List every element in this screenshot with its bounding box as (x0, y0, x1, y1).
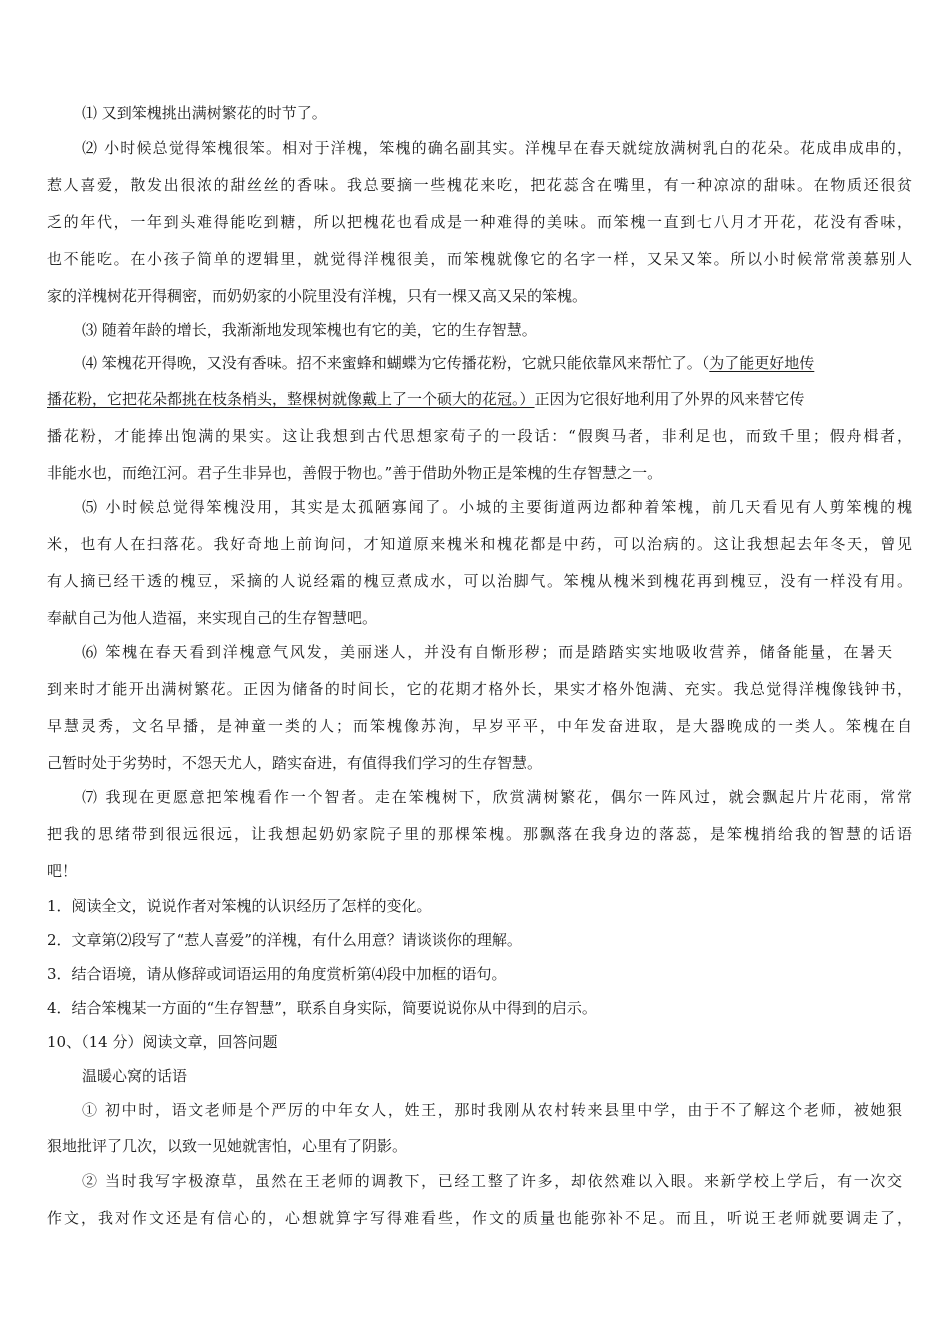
paragraph-3: ⑶ 随着年龄的增长，我渐渐地发现笨槐也有它的美，它的生存智慧。 (82, 321, 537, 339)
paragraph-4-line-3: 播花粉，才能捧出饱满的果实。这让我想到古代思想家荀子的一段话：“假舆马者，非利足也，而致千里；假舟楫者， (47, 427, 912, 445)
section-10-heading: 10、（14 分）阅读文章，回答问题 (47, 1033, 278, 1051)
paragraph-5-line-3: 有人摘已经干透的槐豆，采摘的人说经霜的槐豆煮成水，可以治脚气。笨槐从槐米到槐花再到槐豆，没有一样没有用。 (47, 572, 912, 590)
paragraph-4-text-continued: 正因为它很好地利用了外界的风来替它传 (534, 390, 805, 408)
paragraph-2-line-1: ⑵ 小时候总觉得笨槐很笨。相对于洋槐，笨槐的确名副其实。洋槐早在春天就绽放满树乳白的花朵。花成串成串的， (82, 139, 912, 157)
paragraph-1: ⑴ 又到笨槐挑出满树繁花的时节了。 (82, 104, 327, 122)
paragraph-2-line-5: 家的洋槐树花开得稠密，而奶奶家的小院里没有洋槐，只有一棵又高又呆的笨槐。 (47, 287, 588, 305)
paragraph-4-line-4: 非能水也，而绝江河。君子生非异也，善假于物也。”善于借助外物正是笨槐的生存智慧之一。 (47, 464, 663, 482)
paragraph-2-line-4: 也不能吃。在小孩子简单的逻辑里，就觉得洋槐很美，而笨槐就像它的名字一样，又呆又笨。所以小时候常常羡慕别人 (47, 250, 912, 268)
paragraph-7-line-3: 吧！ (47, 862, 78, 880)
highlighted-sentence-part-2: 播花粉，它把花朵都挑在枝条梢头，整棵树就像戴上了一个硕大的花冠。） (47, 390, 535, 408)
question-1: 1．阅读全文，说说作者对笨槐的认识经历了怎样的变化。 (47, 897, 432, 915)
paragraph-5-line-2: 米，也有人在扫落花。我好奇地上前询问，才知道原来槐米和槐花都是中药，可以治病的。这让我想起去年冬天，曾见 (47, 535, 912, 553)
paragraph-4-line-1 (82, 353, 814, 373)
question-2: 2．文章第⑵段写了“惹人喜爱”的洋槐，有什么用意？请谈谈你的理解。 (47, 931, 522, 949)
paragraph-7-line-1: ⑺ 我现在更愿意把笨槐看作一个智者。走在笨槐树下，欣赏满树繁花，偶尔一阵风过，就会飘起片片花雨，常常 (82, 788, 912, 806)
section-10-paragraph-2-line-2: 作文，我对作文还是有信心的，心想就算字写得难看些，作文的质量也能弥补不足。而且，听说王老师就要调走了， (47, 1209, 912, 1227)
highlighted-sentence-part-1: 为了能更好地传 (709, 354, 815, 372)
paragraph-6-line-3: 早慧灵秀，文名早播，是神童一类的人；而笨槐像苏洵，早岁平平，中年发奋进取，是大器晚成的一类人。笨槐在自 (47, 717, 912, 735)
paragraph-6-line-1: ⑹ 笨槐在春天看到洋槐意气风发，美丽迷人，并没有自惭形秽；而是踏踏实实地吸收营养，储备能量，在暑天 (82, 643, 892, 661)
question-3: 3．结合语境，请从修辞或词语运用的角度赏析第⑷段中加框的语句。 (47, 965, 507, 983)
section-10-paragraph-2-line-1: ② 当时我写字极潦草，虽然在王老师的调教下，已经工整了许多，却依然难以入眼。来新学校上学后，有一次交 (82, 1172, 902, 1190)
section-10-paragraph-1-line-1: ① 初中时，语文老师是个严厉的中年女人，姓王，那时我刚从农村转来县里中学，由于不了解这个老师，被她狠 (82, 1101, 902, 1119)
paragraph-6-line-4: 己暂时处于劣势时，不怨天尤人，踏实奋进，有值得我们学习的生存智慧。 (47, 754, 543, 772)
question-4: 4．结合笨槐某一方面的“生存智慧”，联系自身实际，简要说说你从中得到的启示。 (47, 999, 597, 1017)
section-10-paragraph-1-line-2: 狠地批评了几次，以致一见她就害怕，心里有了阴影。 (47, 1137, 408, 1155)
paragraph-6-line-2: 到来时才能开出满树繁花。正因为储备的时间长，它的花期才格外长，果实才格外饱满、充实。我总觉得洋槐像钱钟书， (47, 680, 912, 698)
paragraph-5-line-1: ⑸ 小时候总觉得笨槐没用，其实是太孤陋寡闻了。小城的主要街道两边都种着笨槐，前几天看见有人剪笨槐的槐 (82, 498, 912, 516)
article-title: 温暖心窝的话语 (82, 1067, 188, 1085)
paragraph-2-line-3: 乏的年代，一年到头难得能吃到糖，所以把槐花也看成是一种难得的美味。而笨槐一直到七八月才开花，花没有香味， (47, 213, 912, 231)
paragraph-4-text: ⑷ 笨槐花开得晚，又没有香味。招不来蜜蜂和蝴蝶为它传播花粉，它就只能依靠风来帮忙了。（ (82, 354, 710, 372)
paragraph-4-line-2 (47, 389, 805, 409)
paragraph-7-line-2: 把我的思绪带到很远很远，让我想起奶奶家院子里的那棵笨槐。那飘落在我身边的落蕊，是笨槐捎给我的智慧的话语 (47, 825, 912, 843)
paragraph-5-line-4: 奉献自己为他人造福，来实现自己的生存智慧吧。 (47, 609, 378, 627)
paragraph-2-line-2: 惹人喜爱，散发出很浓的甜丝丝的香味。我总要摘一些槐花来吃，把花蕊含在嘴里，有一种凉凉的甜味。在物质还很贫 (47, 176, 912, 194)
